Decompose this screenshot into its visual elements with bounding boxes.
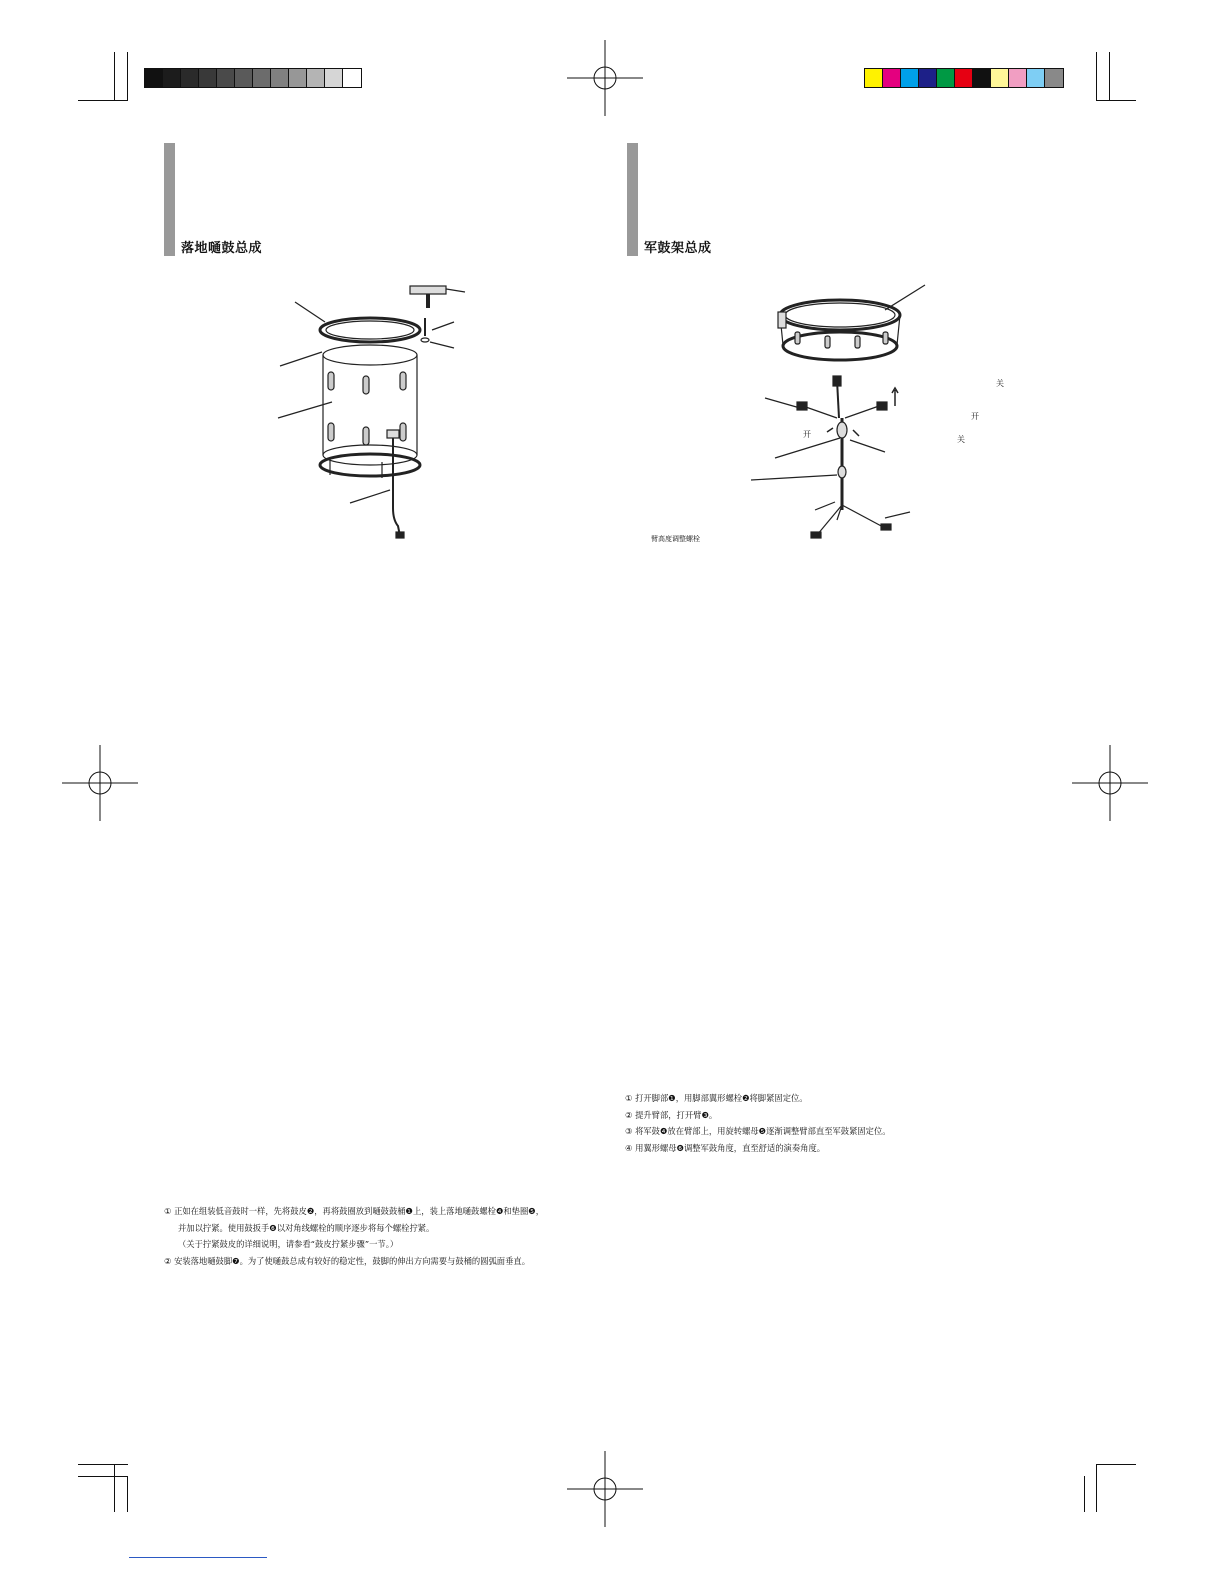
process-color-bar — [864, 68, 1064, 88]
snare-stand-step-3: ③ 将军鼓❹放在臂部上，用旋转螺母❺逐渐调整臂部直至军鼓紧固定位。 — [625, 1126, 891, 1136]
grayscale-swatch — [181, 69, 199, 87]
process-color-swatch — [1027, 69, 1045, 87]
section-bar-floor-tom — [164, 143, 175, 256]
grayscale-swatch — [343, 69, 361, 87]
label-close-right: 关 — [957, 435, 965, 444]
process-color-swatch — [919, 69, 937, 87]
section-title-floor-tom: 落地嗵鼓总成 — [181, 241, 263, 256]
floor-tom-steps — [164, 1203, 544, 1269]
process-color-swatch — [865, 69, 883, 87]
process-color-swatch — [955, 69, 973, 87]
grayscale-swatch — [163, 69, 181, 87]
process-color-swatch — [883, 69, 901, 87]
snare-stand-step-1: ① 打开脚部❶，用脚部翼形螺栓❷将脚紧固定位。 — [625, 1093, 808, 1103]
label-open-left: 开 — [803, 430, 811, 439]
grayscale-swatch — [199, 69, 217, 87]
snare-stand-step-4: ④ 用翼形螺母❻调整军鼓角度，直至舒适的演奏角度。 — [625, 1142, 826, 1153]
label-close-top: 关 — [996, 379, 1004, 388]
process-color-swatch — [991, 69, 1009, 87]
floor-tom-step-1-continued: 并加以拧紧。使用鼓扳手❻以对角线螺栓的顺序逐步将每个螺栓拧紧。 — [178, 1222, 435, 1233]
floor-tom-diagram — [270, 280, 470, 545]
process-color-swatch — [901, 69, 919, 87]
snare-stand-diagram — [745, 280, 935, 545]
floor-tom-step-1-note: （关于拧紧鼓皮的详细说明，请参看“鼓皮拧紧步骤”一节。） — [178, 1239, 399, 1249]
registration-mark-right — [1072, 745, 1148, 821]
label-arm-height-bolt: 臂高度调整螺栓 — [651, 535, 700, 543]
section-title-snare-stand: 军鼓架总成 — [644, 241, 712, 256]
grayscale-swatch — [307, 69, 325, 87]
label-open-right: 开 — [971, 412, 979, 421]
floor-tom-step-2: ② 安装落地嗵鼓脚❼。为了使嗵鼓总成有较好的稳定性，鼓脚的伸出方向需要与鼓桶的圆弧面垂直。 — [164, 1255, 530, 1266]
grayscale-swatch — [145, 69, 163, 87]
process-color-swatch — [1045, 69, 1063, 87]
snare-stand-steps — [625, 1090, 891, 1156]
grayscale-swatch — [289, 69, 307, 87]
process-color-swatch — [1009, 69, 1027, 87]
snare-stand-step-2: ② 提升臂部，打开臂❸。 — [625, 1109, 718, 1120]
grayscale-swatch — [253, 69, 271, 87]
grayscale-swatch — [271, 69, 289, 87]
registration-mark-bottom — [567, 1451, 643, 1527]
registration-mark-top — [567, 40, 643, 116]
registration-mark-left — [62, 745, 138, 821]
section-bar-snare-stand — [627, 143, 638, 256]
grayscale-swatch — [235, 69, 253, 87]
grayscale-swatch — [325, 69, 343, 87]
process-color-swatch — [973, 69, 991, 87]
grayscale-swatch — [217, 69, 235, 87]
grayscale-color-bar — [144, 68, 362, 88]
process-color-swatch — [937, 69, 955, 87]
floor-tom-step-1: ① 正如在组装低音鼓时一样，先将鼓皮❷，再将鼓圈放到嗵鼓鼓桶❶上，装上落地嗵鼓螺栓❹和垫圈❺， — [164, 1206, 545, 1216]
footer-link-underline — [129, 1557, 267, 1558]
